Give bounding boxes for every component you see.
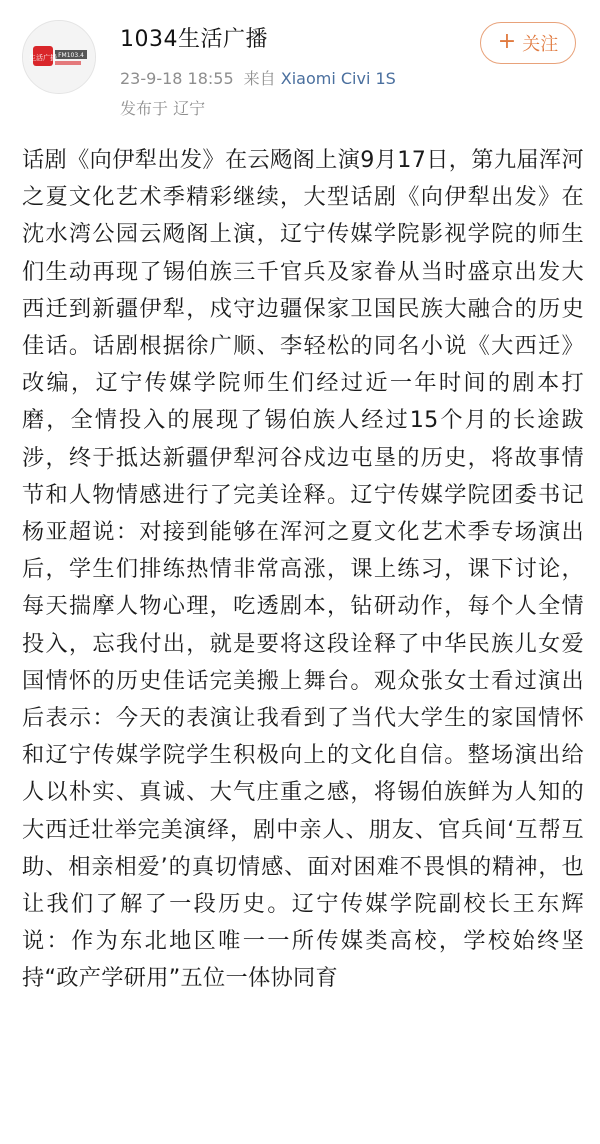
post-header [0, 0, 600, 130]
follow-button[interactable] [480, 22, 576, 64]
follow-label: 关注 [522, 34, 559, 55]
post-timestamp: 23-9-18 18:55 [120, 69, 234, 88]
device-link[interactable]: Xiaomi Civi 1S [280, 69, 396, 88]
avatar[interactable] [22, 20, 96, 94]
post-location: 发布于 辽宁 [120, 99, 206, 118]
avatar-logo-text-2: FM103.4 [58, 52, 84, 59]
source-prefix: 来自 [243, 69, 276, 88]
post-body: 话剧《向伊犁出发》在云飏阁上演9月17日，第九届浑河之夏文化艺术季精彩继续，大型话剧《向伊犁出发》在沈水湾公园云飏阁上演，辽宁传媒学院影视学院的师生们生动再现了锡伯族三千官兵及家眷从当时盛京出发大西迁到新疆伊犁，戍守边疆保家卫国民族大融合的历史佳话。话剧根据徐广顺、李轻松的同名小说《大西迁》改编，辽宁传媒学院师生们经过近一年时间的剧本打磨，全情投入的展现了锡伯族人经过15个月的长途跋涉，终于抵达新疆伊犁河谷戍边屯垦的历史，将故事情节和人物情感进行了完美诠释。辽宁传媒学院团委书记杨亚超说：对接到能够在浑河之夏文化艺术季专场演出后，学生们排练热情非常高涨，课上练习，课下讨论，每天揣摩人物心理，吃透剧本，钻研动作，每个人全情投入，忘我付出，就是要将这段诠释了中华民族儿女爱国情怀的历史佳话完美搬上舞台。观众张女士看过演出后表示：今天的表演让我看到了当代大学生的家国情怀和辽宁传媒学院学生积极向上的文化自信。整场演出给人以朴实、真诚、大气庄重之感，将锡伯族鲜为人知的大西迁壮举完美演绎，剧中亲人、朋友、官兵间‘互帮互助、相亲相爱’的真切情感、面对困难不畏惧的精神，也让我们了解了一段历史。辽宁传媒学院副校长王东辉说：作为东北地区唯一一所传媒类高校，学校始终坚持“政产学研用”五位一体协同育 [22, 147, 584, 992]
author-name[interactable]: 1034生活广播 [120, 27, 268, 52]
plus-icon: + [497, 29, 517, 54]
radio-logo-icon [23, 21, 96, 94]
post-meta [120, 66, 396, 89]
avatar-logo-text: 生活广播 [29, 54, 57, 62]
